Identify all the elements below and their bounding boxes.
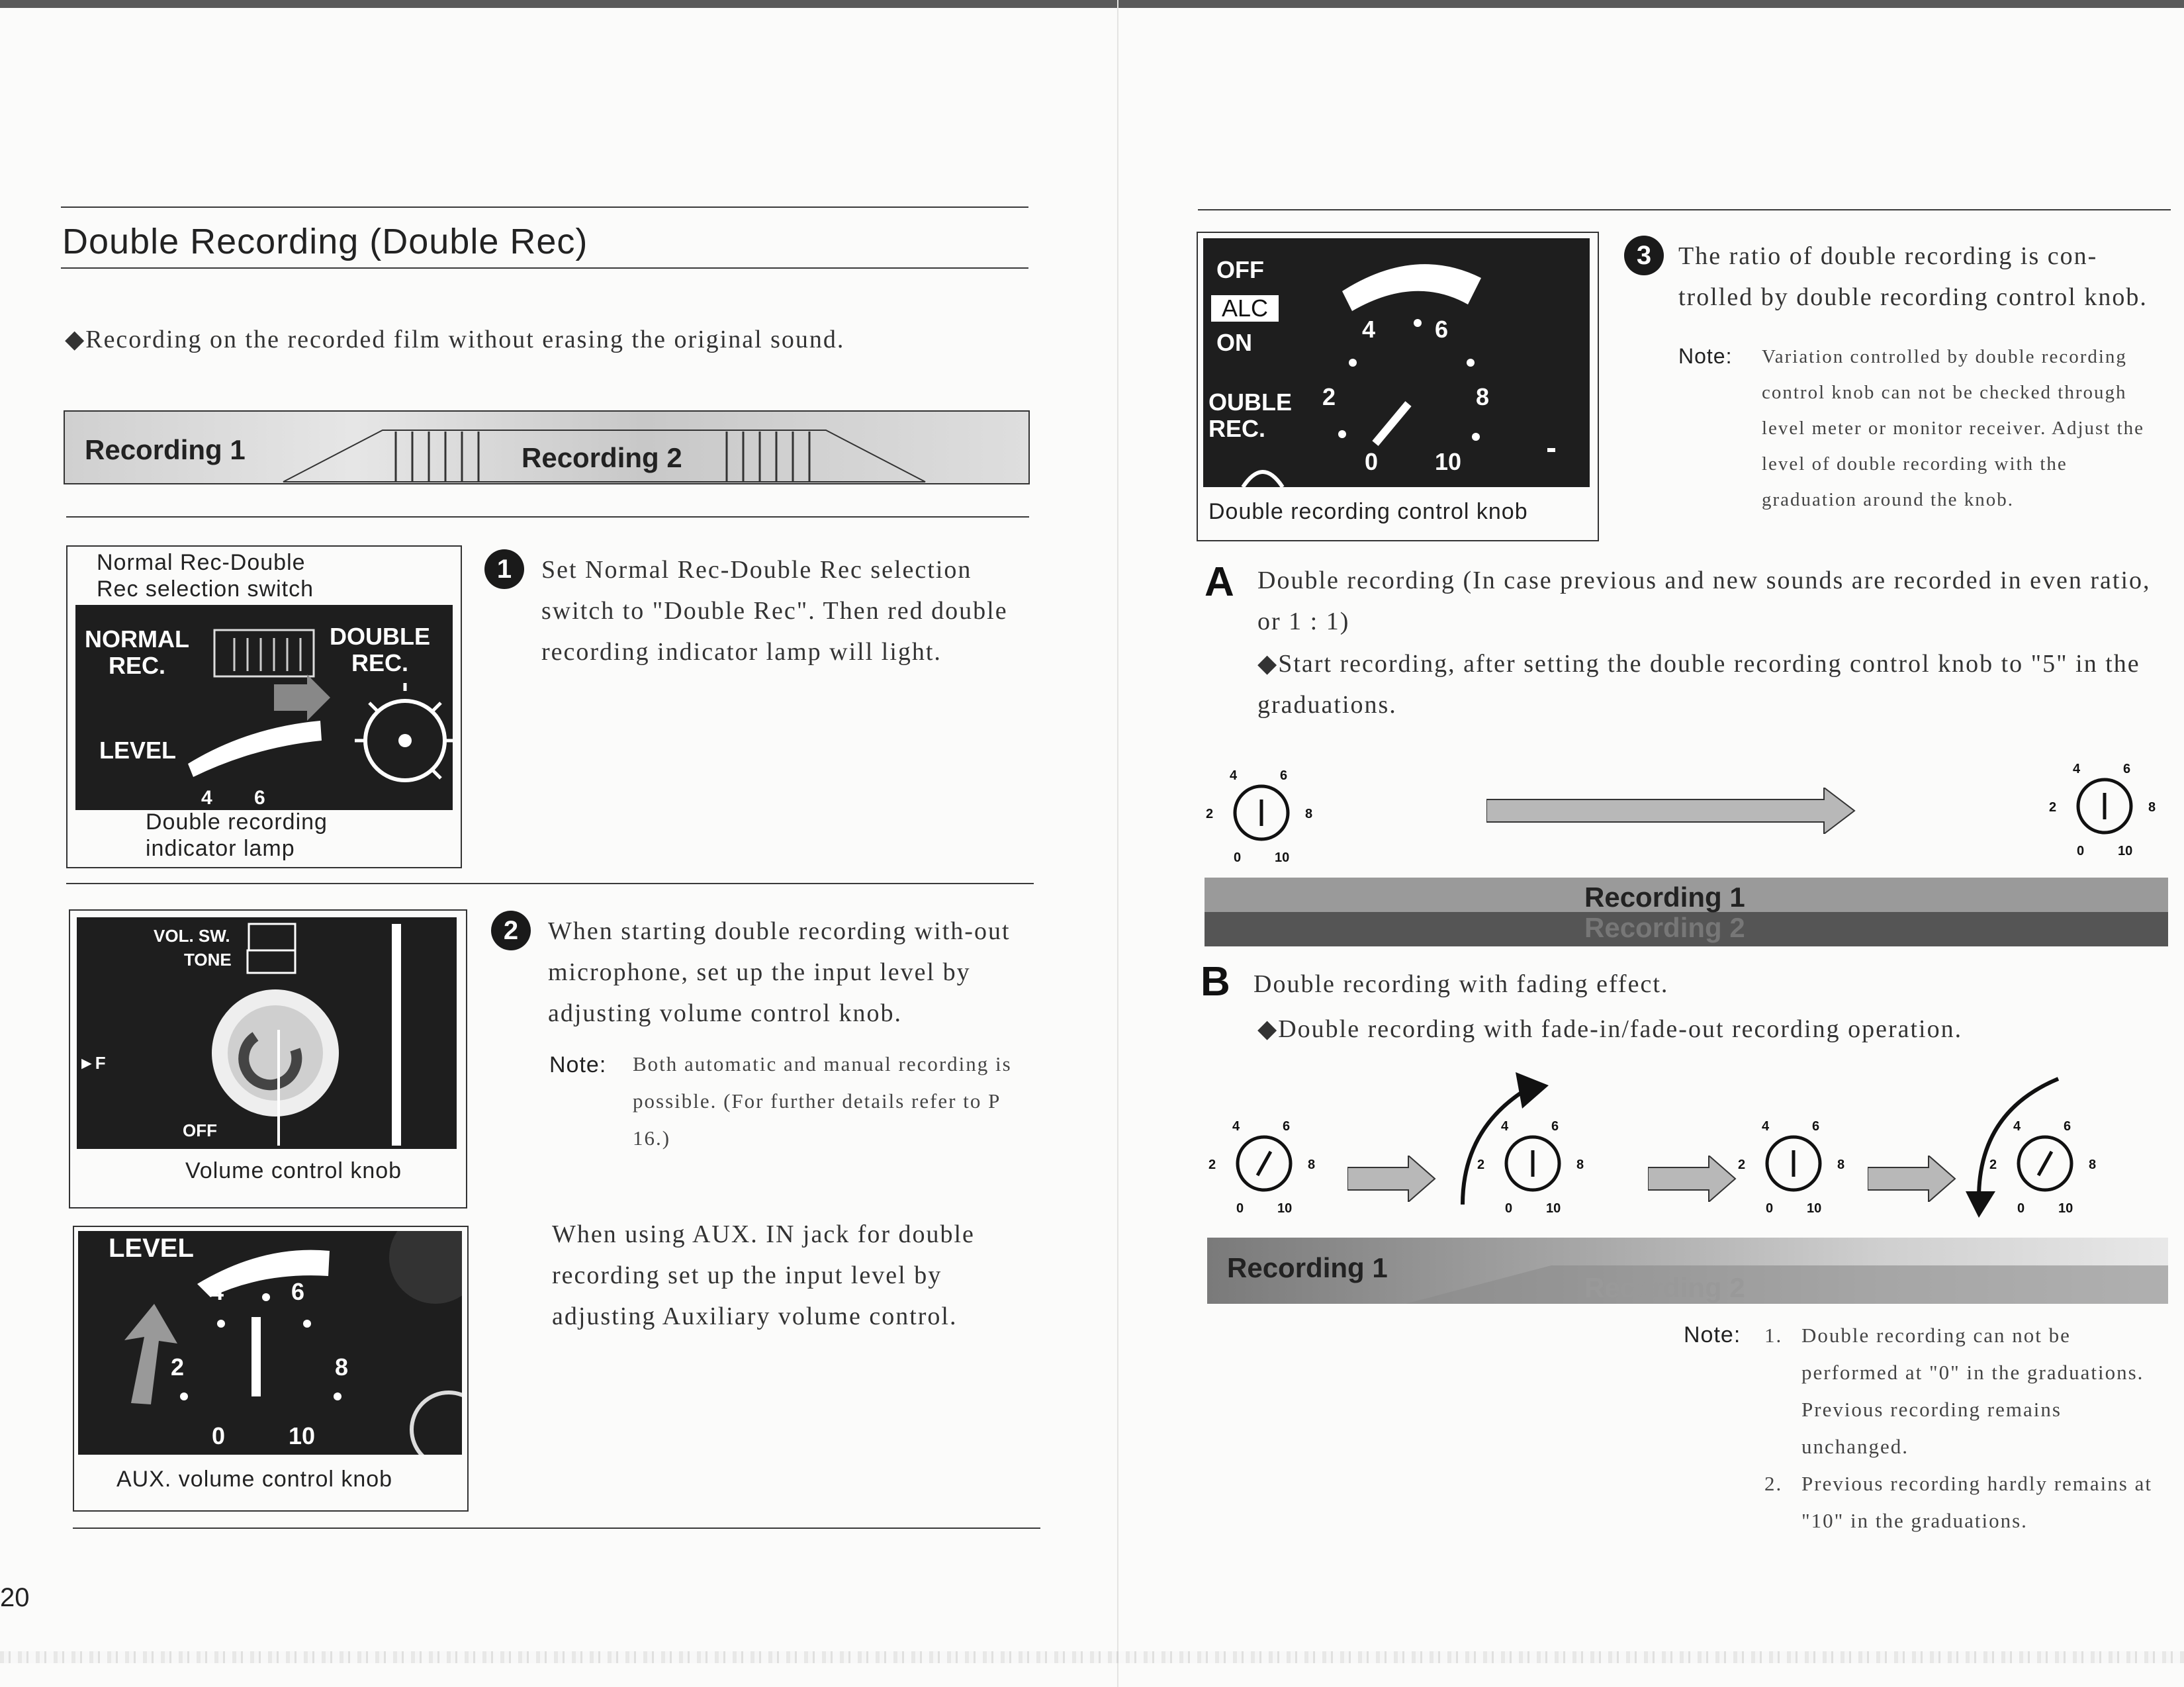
label-level: LEVEL	[99, 737, 177, 764]
arrow-right-icon	[1868, 1156, 1958, 1202]
dial-mark: 6	[1283, 1119, 1291, 1134]
banner-a-recording-2: Recording 2	[1584, 912, 1745, 943]
dial-mark: 2	[171, 1353, 185, 1381]
arrow-right-icon	[1347, 1156, 1437, 1202]
recording-banner-b	[1207, 1238, 2168, 1304]
rule	[73, 1527, 1040, 1529]
dial-mark: 10	[1435, 448, 1462, 475]
dial-mark: 10	[1275, 850, 1290, 865]
dial-mark: 4	[1362, 316, 1376, 343]
label-f: ►F	[78, 1053, 106, 1073]
dial-mark: 0	[212, 1422, 226, 1449]
label-level-aux: LEVEL	[109, 1234, 194, 1263]
arrow-right-icon	[1648, 1156, 1738, 1202]
dial-mark: 0	[2077, 844, 2085, 858]
dial-mark: 8	[1837, 1158, 1845, 1172]
dial-mark: 10	[1277, 1201, 1293, 1216]
dial-mark: 8	[1476, 383, 1490, 410]
label-off: OFF	[183, 1120, 217, 1140]
dial-mark: 2	[1208, 1158, 1216, 1172]
step-2-note: Both automatic and manual recording is possible. (For further details refer to P 16.)	[633, 1052, 1012, 1150]
final-note-1-num: 1.	[1764, 1324, 1783, 1347]
dial-mark: 10	[1546, 1201, 1561, 1216]
step-badge-1: 1	[484, 549, 524, 589]
dial-mark: 6	[2123, 762, 2131, 776]
step-badge-2: 2	[491, 911, 531, 950]
scan-noise	[0, 1651, 2184, 1663]
recording-banner-a	[1205, 878, 2168, 946]
dial-mark: 4	[2073, 762, 2081, 776]
dial-mark: 6	[1280, 768, 1288, 783]
final-note-2-num: 2.	[1764, 1472, 1783, 1495]
section-a-heading: Double recording (In case previous and new sounds are recorded in even ratio, or 1 : 1)	[1257, 567, 2151, 635]
intro-text: ◆Recording on the recorded film without erasing the original sound.	[65, 326, 845, 353]
page-title: Double Recording (Double Rec)	[62, 222, 588, 261]
dial-icon	[2045, 754, 2164, 860]
dial-mark: 0	[1234, 850, 1242, 865]
step-badge-3: 3	[1624, 236, 1664, 275]
dial-mark: 4	[2013, 1119, 2021, 1134]
dial-mark: 8	[1305, 807, 1313, 821]
note-label-2: Note:	[549, 1052, 607, 1077]
aux-text: When using AUX. IN jack for double recording set up the input level by adjusting Auxiliary volume control.	[552, 1220, 975, 1330]
section-letter-a: A	[1205, 559, 1234, 605]
switch-diagram-icon	[75, 605, 453, 810]
page-edge	[0, 0, 2184, 8]
double-knob-icon	[1203, 238, 1590, 487]
caption-double-knob: Double recording control knob	[1208, 499, 1528, 524]
dial-mark: 0	[1236, 1201, 1244, 1216]
section-a-bullet: ◆Start recording, after setting the double recording control knob to "5" in the graduations.	[1257, 650, 2140, 719]
dial-mark: 6	[1551, 1119, 1559, 1134]
label-on: ON	[1216, 329, 1252, 356]
final-note-1: Double recording can not be performed at "0" in the graduations. Previous recording remains unchanged.	[1801, 1324, 2144, 1458]
section-b-heading: Double recording with fading effect.	[1253, 970, 1669, 998]
dial-mark: 4	[1501, 1119, 1509, 1134]
step-2-text: When starting double recording with-out microphone, set up the input level by adjusting volume control knob.	[548, 917, 1011, 1027]
dial-icon	[1473, 1112, 1592, 1218]
dial-mark: 10	[2058, 1201, 2073, 1216]
final-note-2: Previous recording hardly remains at "10" in the graduations.	[1801, 1472, 2152, 1532]
label-volsw: VOL. SW.	[154, 926, 230, 946]
dial-mark: 6	[1435, 316, 1449, 343]
dial-mark: 6	[2064, 1119, 2071, 1134]
dial-icon	[1202, 761, 1321, 867]
dial-mark: 10	[2118, 844, 2133, 858]
dial-mark: 0	[1505, 1201, 1513, 1216]
rule	[1198, 209, 2171, 210]
dial-mark: 0	[2017, 1201, 2025, 1216]
final-note-label: Note:	[1684, 1322, 1741, 1347]
label-alc: ALC	[1211, 295, 1279, 322]
dial-mark: 2	[1989, 1158, 1997, 1172]
rule	[66, 516, 1029, 518]
photo-volume-knob	[77, 917, 457, 1149]
note-label-3: Note:	[1678, 344, 1733, 368]
banner-recording-2: Recording 2	[522, 442, 682, 473]
banner-b-recording-2: Recording 2	[1584, 1272, 1745, 1303]
recording-banner	[64, 410, 1030, 484]
dial-mark: 0	[1365, 448, 1379, 475]
dial-mark: 0	[1766, 1201, 1774, 1216]
label-selection-switch: Normal Rec-Double Rec selection switch	[97, 550, 314, 602]
banner-recording-1: Recording 1	[85, 434, 246, 465]
label-double-rec: DOUBLE REC.	[330, 623, 430, 676]
dial-mark: 2	[2049, 800, 2057, 815]
step-3-text: The ratio of double recording is con-trolled by double recording control knob.	[1678, 242, 2148, 311]
label-off-panel: OFF	[1216, 256, 1264, 283]
aux-dial-icon	[78, 1231, 462, 1455]
banner-a-recording-1: Recording 1	[1584, 882, 1745, 913]
rule	[66, 883, 1034, 884]
scale-mark: 6	[254, 787, 265, 809]
dial-mark: 2	[1206, 807, 1214, 821]
label-normal-rec: NORMAL REC.	[85, 625, 189, 679]
scale-mark: 4	[201, 787, 212, 809]
dial-mark: 10	[289, 1422, 316, 1449]
rule	[61, 267, 1028, 269]
step-3-note: Variation controlled by double recording control knob can not be checked through level meter or monitor receiver. Adjust the level of double recording with the graduation around the knob.	[1762, 346, 2145, 510]
label-tone: TONE	[184, 950, 232, 970]
dial-mark: 4	[1762, 1119, 1770, 1134]
dial-mark: 2	[1477, 1158, 1485, 1172]
dial-mark: 4	[1232, 1119, 1240, 1134]
dial-icon	[1205, 1112, 1324, 1218]
dial-icon	[1734, 1112, 1853, 1218]
dial-mark: 2	[1322, 383, 1336, 410]
banner-b-recording-1: Recording 1	[1227, 1252, 1388, 1283]
dial-mark: 6	[1812, 1119, 1820, 1134]
dial-mark: 10	[1807, 1201, 1822, 1216]
dial-mark: 8	[1308, 1158, 1316, 1172]
dial-mark: 6	[291, 1278, 305, 1305]
dial-mark: 4	[1230, 768, 1238, 783]
label-double-rec-panel: OUBLE REC.	[1208, 388, 1292, 442]
dial-icon	[1985, 1112, 2105, 1218]
volume-knob-icon	[77, 917, 457, 1149]
dial-mark: 8	[335, 1353, 349, 1381]
section-letter-b: B	[1201, 959, 1230, 1005]
caption-volume-knob: Volume control knob	[185, 1158, 402, 1183]
section-b-bullet: ◆Double recording with fade-in/fade-out recording operation.	[1257, 1015, 1963, 1043]
photo-selection-switch	[75, 605, 453, 810]
dial-mark: 2	[1738, 1158, 1746, 1172]
photo-aux-knob	[78, 1231, 462, 1455]
page-number: 20	[0, 1583, 30, 1612]
caption-aux-knob: AUX. volume control knob	[116, 1467, 393, 1492]
rule	[61, 206, 1028, 208]
photo-double-knob	[1203, 238, 1590, 487]
arrow-right-icon	[1486, 788, 1857, 834]
dial-mark: 8	[2148, 800, 2156, 815]
dial-mark: 8	[1576, 1158, 1584, 1172]
label-indicator-lamp: Double recording indicator lamp	[146, 809, 328, 861]
dial-mark: 8	[2089, 1158, 2097, 1172]
page-fold	[1117, 0, 1118, 1687]
step-1-text: Set Normal Rec-Double Rec selection switch to "Double Rec". Then red double recording indicator lamp will light.	[541, 556, 1008, 666]
